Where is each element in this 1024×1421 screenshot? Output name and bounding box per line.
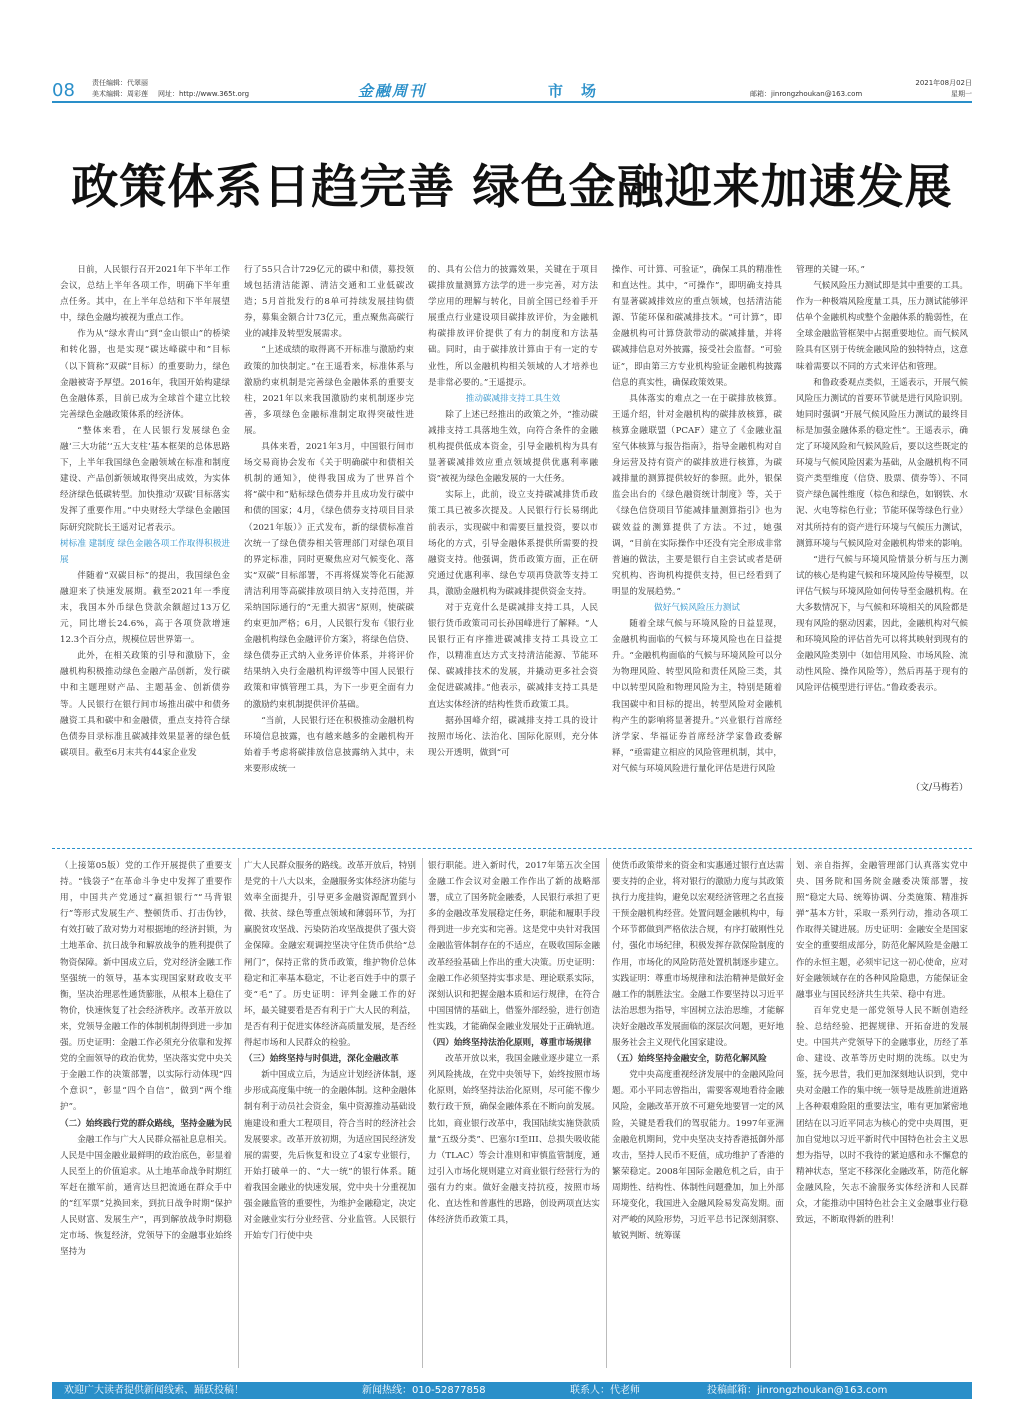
issue-date: 2021年08月02日 [915,79,972,87]
footer-bar [52,1382,972,1399]
issue-weekday: 星期一 [951,90,972,98]
website-line: 网址：http://www.365t.org [158,90,250,98]
article-divider [52,848,972,849]
paragraph: 管理的关键一环。” [796,265,865,275]
subheading: 推动碳减排支持工具生效 [465,393,561,404]
paragraph: 银行职能。进入新时代，2017年第五次全国金融工作会议对金融工作作出了新的战略部署，成立了国务院金融委，人民银行承担了更多的金融改革发展稳定任务，职能和履职手段得到进一步充实和完善。这是党中央针对我国金融监管体制存在的不适应，在吸收国际金融改革经验基础上作出的重大决策。历史证明：金融工作必须坚持实事求是、理论联系实际，深刻认识和把握金融本质和运行规律，在符合中国国情的基础上，借鉴外部经验，进行创造性实践，才能确保金融业发展处于正确轨道。 [428,861,600,1032]
paragraph: 具体来看，2021年3月，中国银行间市场交易商协会发布《关于明确碳中和债相关机制的通知》，使得我国成为了世界首个将“碳中和”贴标绿色债券并且成功发行碳中和债的国家；4月，《绿色债券支持项目目录（2021年版）》正式发布，新的绿债标准首次统一了绿色债券相关管理部门对绿色项目的界定标准，同时更聚焦应对气候变化、落实“双碳”目标部署，不再将煤炭等化石能源清洁利用等高碳排放项目纳入支持范围，并采纳国际通行的“无重大损害”原则，使碳碳约束更加严格；6月，人民银行发布《银行业金融机构绿色金融评价方案》，将绿色信贷、绿色债券正式纳入业务评价体系，并将评价结果纳入央行金融机构评级等中国人民银行政策和审慎管理工具，为下一步更全面有力的激励约束机制提供评价基础。 [244,442,414,710]
subheading: （三）始终坚持与时俱进，深化金融改革 [244,1054,399,1065]
continuation-column-5 [796,858,968,1370]
subheading: 做好气候风险压力测试 [654,602,740,613]
paragraph: 行了55只合计729亿元的碳中和债，募投领域包括清洁能源、清洁交通和工业低碳改造；5月首批发行的8单可持续发展挂钩债券，募集金额合计73亿元，重点聚焦高碳行业的减排及转型发展需求。 [244,265,414,340]
paragraph: “上述成绩的取得离不开标准与激励约束政策的加快制定。”在王遥看来，标准体系与激励约束机制是完善绿色金融体系的重要支柱，2021年以来我国激励约束机制逐步完善，多项绿色金融标准制定取得突破性进展。 [244,345,414,436]
subheading: （五）始终坚持金融安全，防范化解风险 [612,1054,767,1065]
paragraph: 广大人民群众服务的路线。改革开放后，特别是党的十八大以来，金融服务实体经济功能与效率全面提升，引导更多金融资源配置到小微、扶贫、绿色等重点领域和薄弱环节，为打赢脱贫攻坚战、污染防治攻坚战提供了强大资金保障。金融宏观调控坚决守住货币供给“总闸门”，保持正常的货币政策，维护物价总体稳定和汇率基本稳定，不让老百姓手中的票子变“毛”了。历史证明：评判金融工作的好坏，最关键要看是否有利于广大人民的利益，是否有利于促进实体经济高质量发展，是否经得起市场和人民群众的检验。 [244,861,416,1049]
page-number: 08 [52,80,75,101]
section-title: 市场 [548,82,615,100]
paragraph: 改革开放以来，我国金融业逐步建立一系列风险挑战，在党中央领导下，始终按照市场化原则，始终坚持法治化原则，尽可能不像少数行政干预，确保金融体系在不断向前发展。比如，商业银行改革中，我国陆续实施贷款质量“五级分类”、巴塞尔I至III、总损失吸收能力（TLAC）等会计准则和审慎监管制度，通过引入市场化规则建立对商业银行经营行为的强有力约束。做好金融支持抗疫，按照市场化、直达性和普惠性的思路，创设两项直达实体经济货币政策工具， [428,1054,600,1226]
paragraph: 对于克竟什么是碳减排支持工具，人民银行货币政策司司长孙国峰进行了解释。“人民银行正有序推进碳减排支持工具设立工作，以精准直达方式支持清洁能源、节能环保、碳减排技术的发展，并撬动更多社会资金促进碳减排。”他表示，碳减排支持工具是直达实体经济的结构性货币政策工具。 [428,602,598,710]
footer-contact: 联系人：代老师 [570,1385,640,1396]
paragraph: 气候风险压力测试即是其中重要的工具。作为一种极端风险度量工具，压力测试能够评估单个金融机构或整个金融体系的脆弱性，在全球金融监管框架中占据重要地位。而气候风险具有区别于传统金融风险的独特特点，这意味着需要以不同的方式来评估和管理。 [796,281,968,372]
issue-date-block [915,78,972,100]
column-divider [238,858,239,1368]
header-rule [52,101,972,103]
paragraph: 随着全球气候与环境风险的日益显现，金融机构面临的气候与环境风险也在日益提升。“金融机构面临的气候与环境风险可以分为物理风险、转型风险和责任风险三类，其中以转型风险和物理风险为主，特别是随着我国碳中和目标的提出，转型风险对金融机构产生的影响将显著提升。”兴业银行首席经济学家、华福证券首席经济学家鲁政委解释，“亟需建立相应的风险管理机制，其中，对气候与环境风险进行量化评估是进行风险 [612,619,782,774]
column-divider [790,858,791,1368]
article-column-5 [796,262,968,762]
paragraph: （上接第05版）党的工作开展提供了重要支持。“钱袋子”在革命斗争史中发挥了重要作用，中国共产党通过“赢担银行”“马背银行”等形式发展生产、整顿货币、打击伪钞，有效打破了敌对势力对根据地的经济封锁，为土地革命、抗日战争和解放战争的胜利提供了物资保障。新中国成立后，党对经济金融工作坚强统一的领导，基本实现国家财政收支平衡，坚决治理恶性通货膨胀，从根本上稳住了物价，快速恢复了社会经济秩序。改革开放以来，党领导金融工作的体制机制得到进一步加强。历史证明：金融工作必须充分依靠和发挥党的全面领导的政治优势，坚决落实党中央关于金融工作的决策部署，以实际行动体现“四个意识”，彰显“四个自信”，做到“两个维护”。 [60,861,232,1113]
editor-credits [92,78,148,100]
footer-email: 投稿邮箱：jinrongzhoukan@163.com [707,1385,888,1396]
footer-hotline: 新闻热线：010-52877858 [362,1385,486,1396]
paragraph: 党中央高度重视经济发展中的金融风险问题。邓小平同志曾指出，需要客观地看待金融风险，金融改革开放不可避免地要冒一定的风险，关键是看我们的驾驭能力。1997年亚洲金融危机期间，党中央坚决支持香港抵御外部攻击，坚持人民币不贬值，成功维护了香港的繁荣稳定。2008年国际金融危机之后，由于周期性、结构性、体制性问题叠加，加上外部环境变化，我国进入金融风险易发高发期。面对严峻的风险形势，习近平总书记深刻洞察、敏锐判断、统筹谋 [612,1070,784,1242]
paragraph: 据孙国峰介绍，碳减排支持工具的设计按照市场化、法治化、国际化原则，充分体现公开透明，做到“可 [428,715,598,758]
column-divider [606,858,607,1368]
footer-welcome: 欢迎广大读者提供新闻线索、踊跃投稿！ [64,1385,244,1396]
article-author: （文/马梅若） [910,783,968,793]
article-column-2 [244,262,414,774]
paragraph: 此外，在相关政策的引导和激励下，金融机构积极推动绿色金融产品创新，发行碳中和主题理财产品、主题基金、创新债券等。人民银行在银行间市场推出碳中和债务融资工具和碳中和金融债，重点支持符合绿色债券目录标准且碳减排效果显著的绿色低碳项目。截至6月末共有44家企业发 [60,651,230,758]
paragraph: 具体落实的难点之一在于碳排放核算。王遥介绍，针对金融机构的碳排放核算，碳核算金融联盟（PCAF）建立了《金融业温室气体核算与报告指南》，指导金融机构对自身运营及持有资产的碳排放进行核算，为碳减排量的测算提供较好的参照。此外，银保监会出台的《绿色融资统计制度》等，关于《绿色信贷项目节能减排量测算指引》也为碳效益的测算提供了方法。不过，她强调，“目前在实际操作中还没有完全形成非常普遍的做法，主要是银行自主尝试或者是研究机构、咨询机构提供支持，但已经看到了明显的发展趋势。” [612,393,782,597]
subheading: （二）始终践行党的群众路线，坚持金融为民 [60,1118,232,1129]
continuation-column-2 [244,858,416,1370]
column-divider [422,858,423,1368]
continuation-column-4 [612,858,784,1370]
continuation-column-1 [60,858,232,1370]
paragraph: “进行气候与环境风险情景分析与压力测试的核心是构建气候和环境风险传导模型，以评估气候与环境风险如何传导至金融机构。在大多数情况下，与气候和环境相关的风险都是现有风险的驱动因素，因此，金融机构对气候和环境风险的评估首先可以将其映射到现有的金融风险类别中（如信用风险、市场风险、流动性风险、操作风险等），然后再基于现有的风险评估模型进行评估。”鲁政委表示。 [796,554,968,694]
paragraph: “整体来看，在人民银行发展绿色金融‘三大功能’‘五大支柱’基本框架的总体思路下，上半年我国绿色金融领域在标准和制度建设、产品创新领域取得突出成效，为实体经济绿色低碳转型。加快推动‘双碳’目标落实发挥了重要作用。”中央财经大学绿色金融国际研究院院长王遥对记者表示。 [60,425,230,533]
subheading: （四）始终坚持法治化原则，尊重市场规律 [428,1038,592,1049]
designer-line: 美术编辑：周彩莲 [92,90,148,98]
continuation-column-3 [428,858,600,1370]
article-headline: 政策体系日趋完善 绿色金融迎来加速发展 [71,160,953,215]
article-column-3 [428,262,598,762]
paragraph: 新中国成立后，为适应计划经济体制，逐步形成高度集中统一的金融体制。这种金融体制有利于动员社会资金，集中资源推动基础设施建设和重大工程项目，符合当时的经济社会发展要求。改革开放初期，为适应国民经济发展的需要，先后恢复和设立了4家专业银行，开始打破单一的、“大一统”的银行体系。随着我国金融业的快速发展，党中央十分重视加强金融监管的重要性，为维护金融稳定，决定对金融业实行分业经营、分业监管。人民银行开始专门行使中央 [244,1070,416,1242]
paragraph: 除了上述已经推出的政策之外，“推动碳减排支持工具落地生效，向符合条件的金融机构提供低成本资金，引导金融机构为具有显著碳减排效应重点领域提供优惠利率融资”被视为绿色金融发展的一大任务。 [428,409,598,485]
paragraph: 日前，人民银行召开2021年下半年工作会议，总结上半年各项工作，明确下半年重点任务。其中，在上半年总结和下半年展望中，绿色金融均被视为重点工作。 [60,265,230,324]
paragraph: 使货币政策带来的资金和实惠通过银行直达需要支持的企业，将对银行的激励力度与其政策执行力度挂钩，避免以宏观经济管理之名直接干预金融机构经营。处置问题金融机构中，每个环节都做到严格依法合规，有序打破刚性兑付，强化市场纪律，积极发挥存款保险制度的作用，市场化的风险防范处置机制逐步建立。实践证明：尊重市场规律和法治精神是做好金融工作的制胜法宝。金融工作要坚持以习近平法治思想为指导，牢固树立法治思维，才能解决好金融改革发展面临的深层次问题，更好地服务社会主义现代化国家建设。 [612,861,784,1049]
paragraph: 百年党史是一部党领导人民不断创造经验、总结经验、把握规律、开拓奋进的发展史。中国共产党领导下的金融事业，历经了革命、建设、改革等历史时期的洗练。以史为鉴，抚今思昔，我们更加深刻地认识到，党中央对金融工作的集中统一领导是战胜前进道路上各种艰难险阻的重要法宝，唯有更加紧密地团结在以习近平同志为核心的党中央周围，更加自觉地以习近平新时代中国特色社会主义思想为指导，以时不我待的紧迫感和永不懈怠的精神状态，坚定不移深化金融改革，防范化解金融风险，矢志不渝服务实体经济和人民群众，才能推动中国特色社会主义金融事业行稳致远，不断取得新的胜利！ [796,1005,968,1226]
article-column-4 [612,262,782,774]
paragraph: 和鲁政委观点类似，王遥表示，开展气候风险压力测试的首要环节就是进行风险识别。她同时强调“开展气候风险压力测试的最终目标是加强金融体系的稳定性”。王遥表示，确定了环境风险和气候风险后，要以这些既定的环境与气候风险因素为基础，从金融机构不同资产类型维度（信贷、股票、债券等）、不同资产绿色属性维度（棕色和绿色，如钢铁、水泥、火电等棕色行业；节能环保等绿色行业）对其所持有的资产进行环境与气候压力测试，测算环境与气候风险对金融机构带来的影响。 [796,377,968,549]
paragraph: 的、具有公信力的披露效果，关键在于项目碳排放量测算方法学的进一步完善，对方法学应用的理解与转化，目前全国已经着手开展重点行业建设项目碳排放评价，为金融机构碳排放评价提供了有力的制度和方法基础。同时，由于碳排放计算由于有一定的专业性，所以金融机构相关领域的人才培养也是非常必要的。”王遥提示。 [428,265,598,388]
paragraph: 划、亲自指挥，金融管理部门认真落实党中央、国务院和国务院金融委决策部署，按照“稳定大局、统筹协调、分类施策、精准拆弹”基本方针，采取一系列行动，推动各项工作取得关键进展。历史证明：金融安全是国家安全的重要组成部分，防范化解风险是金融工作的永恒主题，必须牢记这一初心使命，应对好金融领域存在的各种风险隐患，方能保证金融事业与国民经济共生共荣、稳中有进。 [796,861,968,1000]
paragraph: “当前，人民银行还在积极推动金融机构环境信息披露，也有越来越多的金融机构开始着手考虑将碳排放信息披露纳入其中，未来要形成统一 [244,715,414,774]
paragraph: 作为从“绿水青山”到“金山银山”的桥梁和转化器，也是实现“碳达峰碳中和”目标（以下简称“双碳”目标）的重要助力，绿色金融被寄予厚望。2016年，我国开始构建绿色金融体系，目前已成为全球首个建立比较完善绿色金融政策体系的经济体。 [60,329,230,420]
paragraph: 操作、可计算、可验证”，确保工具的精准性和直达性。其中，“可操作”，即明确支持具有显著碳减排效应的重点领域，包括清洁能源、节能环保和碳减排技术。“可计算”，即金融机构可计算贷款带动的碳减排量，并将碳减排信息对外披露，接受社会监督。“可验证”，即由第三方专业机构验证金融机构披露信息的真实性，确保政策效果。 [612,265,782,388]
subheading: 树标准 建制度 绿色金融各项工作取得积极进展 [60,538,230,565]
masthead-logo: 金融周刊 [358,82,427,100]
article-column-1 [60,262,230,762]
paragraph: 伴随着“双碳目标”的提出，我国绿色金融迎来了快速发展期。截至2021年一季度末，我国本外币绿色贷款余额超过13万亿元，同比增长24.6%，高于各项贷款增速12.3个百分点，规模位居世界第一。 [60,570,230,646]
paragraph: 金融工作与广大人民群众福祉息息相关。人民是中国金融业最鲜明的政治底色，彰显着人民至上的价值追求。从土地革命战争时期红军赶在撤军前，通宵达旦把流通在群众手中的“红军票”兑换回来，到抗日战争时期“保护人民财富、发展生产”，再到解放战争时期稳定市场、恢复经济，党领导下的金融事业始终坚持为 [60,1134,232,1258]
email-line: 邮箱：jinrongzhoukan@163.com [750,90,863,98]
paragraph: 实际上，此前，设立支持碳减排货币政策工具已被多次提及。人民银行行长易纲此前表示，实现碳中和需要巨量投资，要以市场化的方式，引导金融体系提供所需要的投融资支持。他强调，货币政策方面，正在研究通过优惠利率、绿色专项再贷款等支持工具，激励金融机构为碳减排提供资金支持。 [428,490,598,597]
editor-line: 责任编辑：代翠丽 [92,79,148,87]
